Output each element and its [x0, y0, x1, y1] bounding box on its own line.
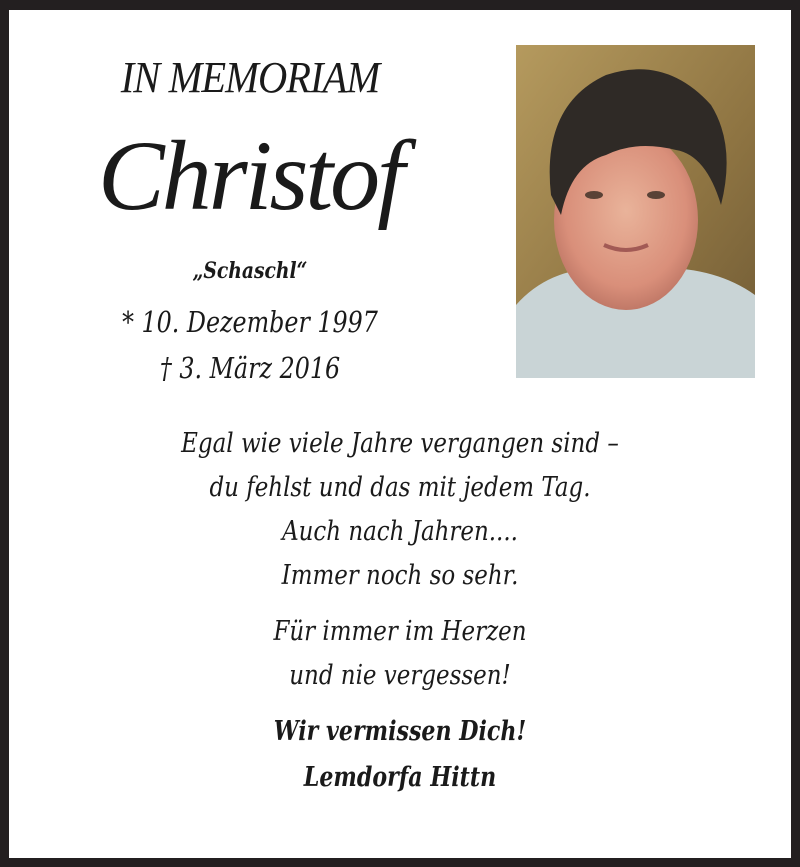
poem-line: Immer noch so sehr.	[281, 560, 519, 591]
poem-line: und nie vergessen!	[289, 660, 511, 691]
nickname: „Schaschl“	[192, 258, 308, 284]
poem-line: Auch nach Jahren....	[282, 516, 518, 547]
heading: IN MEMORIAM	[120, 53, 380, 102]
poem-line: du fehlst und das mit jedem Tag.	[209, 472, 591, 503]
deceased-name: Christof	[98, 120, 402, 231]
portrait-photo	[516, 45, 755, 378]
birth-date: * 10. Dezember 1997	[122, 305, 378, 339]
poem-line: Egal wie viele Jahre vergangen sind –	[181, 428, 619, 459]
poem-line: Für immer im Herzen	[273, 616, 527, 647]
death-date: † 3. März 2016	[159, 351, 341, 385]
signature: Lemdorfa Hittn	[303, 762, 497, 793]
closing-line: Wir vermissen Dich!	[273, 716, 527, 747]
